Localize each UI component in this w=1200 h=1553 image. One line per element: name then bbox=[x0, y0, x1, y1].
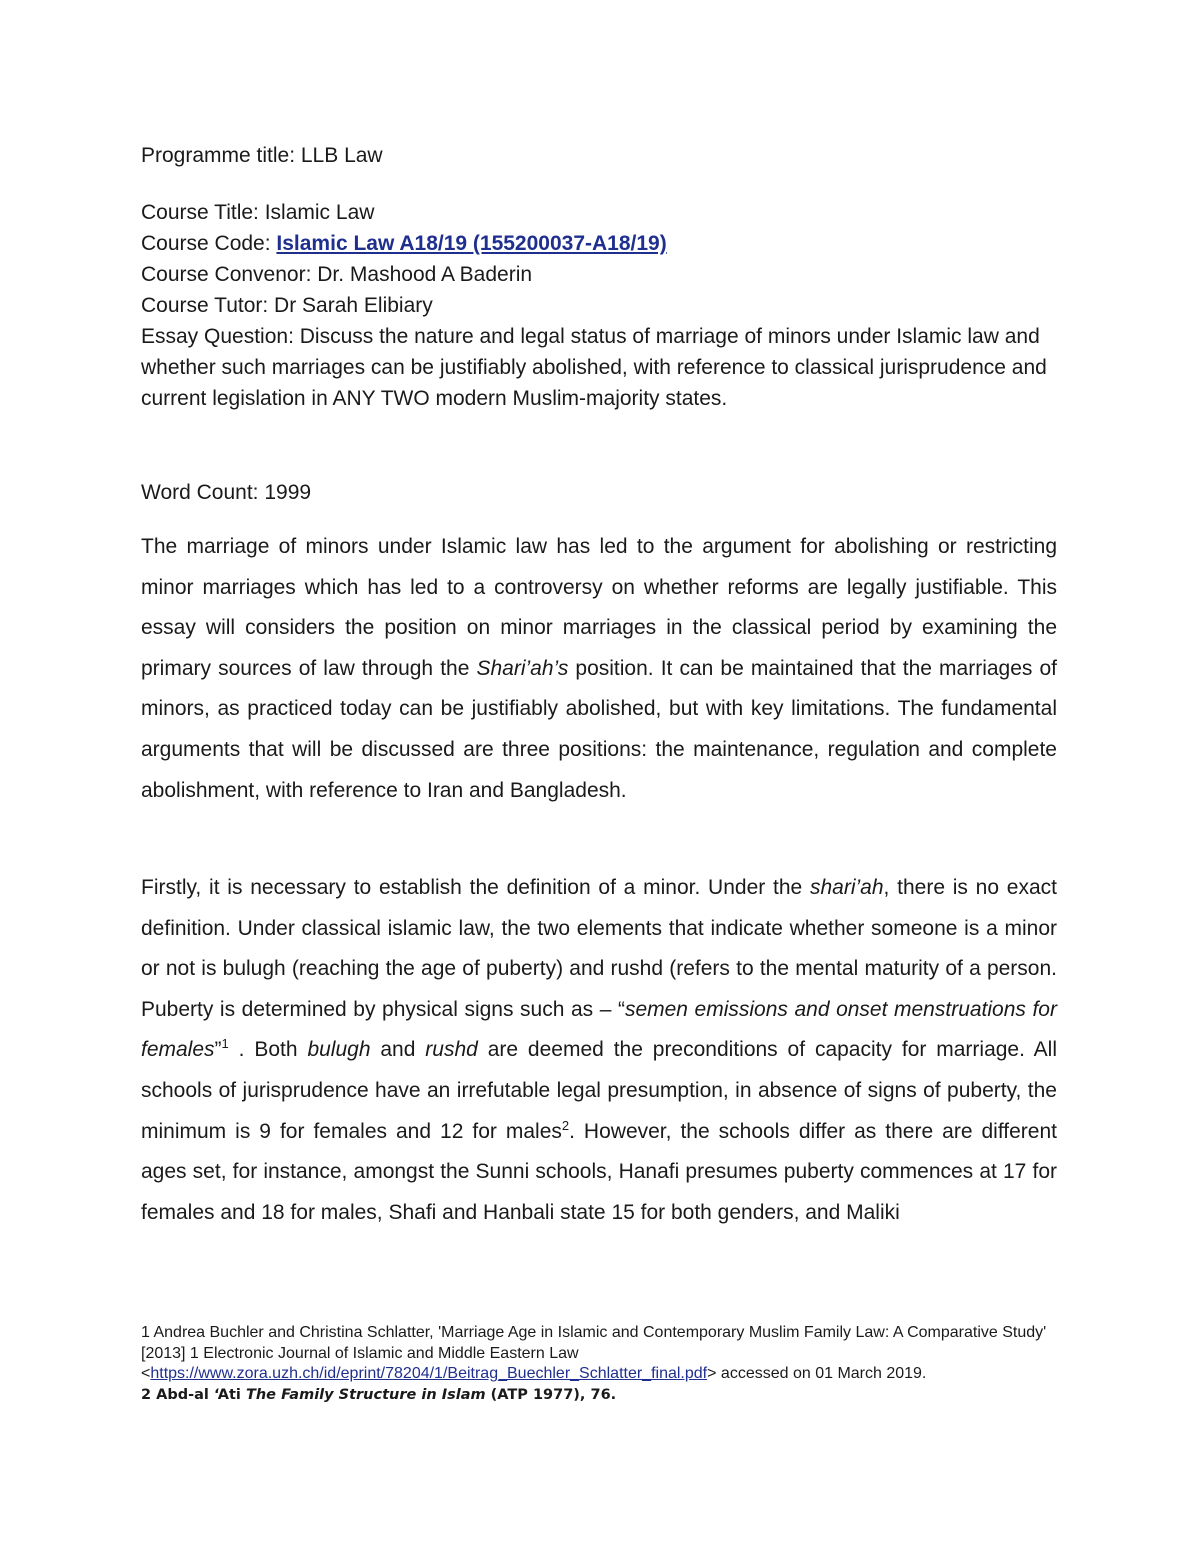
italic-term: shari’ah bbox=[809, 876, 884, 899]
italic-term: Shari’ah’s bbox=[476, 656, 569, 680]
text-run: and bbox=[370, 1038, 426, 1062]
footnote-book-title: The Family Structure in Islam bbox=[245, 1386, 486, 1403]
course-code bbox=[141, 228, 1057, 259]
footnote-1 bbox=[141, 1323, 1057, 1385]
course-tutor: Course Tutor: Dr Sarah Elibiary bbox=[141, 294, 433, 317]
course-info bbox=[141, 197, 1057, 414]
text-run: Firstly, it is necessary to establish the definition of a minor. Under the bbox=[141, 876, 810, 899]
paragraph-1-text bbox=[141, 527, 1057, 811]
essay-question: Essay Question: Discuss the nature and legal status of marriage of minors under Islamic law and whether such marriages can be justifiably abolished, with reference to classical jurisprudence and current legislation in ANY TWO modern Muslim-majority states. bbox=[141, 325, 1047, 410]
footnote-2 bbox=[141, 1385, 1057, 1405]
italic-quote: semen emissions and onset menstruations for females bbox=[141, 997, 1057, 1062]
footnote-link[interactable]: https://www.zora.uzh.ch/id/eprint/78204/1/Beitrag_Buechler_Schlatter_final.pdf bbox=[150, 1365, 708, 1382]
text-run: are deemed the preconditions of capacity for marriage. All schools of jurisprudence have an irrefutable legal presumption, in absence of signs of puberty, the minimum is 9 for females and 12 for males bbox=[141, 1038, 1057, 1143]
footnote-text: Andrea Buchler and Christina Schlatter, 'Marriage Age in Islamic and Contemporary Muslim Family Law: A Comparative Study' [2013] 1 Electronic Journal of Islamic and Middle Eastern Law < bbox=[141, 1324, 1047, 1382]
text-run: position. It can be maintained that the marriages of minors, as practiced today can be justifiably abolished, but with key limitations. The fundamental arguments that will be discussed are three positions: the maintenance, regulation and complete abolishment, with reference to Iran and Bangladesh. bbox=[141, 656, 1058, 802]
text-run: . Both bbox=[228, 1038, 308, 1062]
word-count: Word Count: 1999 bbox=[141, 481, 312, 504]
footnote-number: 1 bbox=[141, 1324, 150, 1341]
footnotes bbox=[141, 1323, 1057, 1405]
text-run: . However, the schools differ as there are different ages set, for instance, amongst the Sunni schools, Hanafi presumes puberty commences at 17 for females and 18 for males, Shafi and Hanbali state 15 for both genders, and Maliki bbox=[141, 1119, 1057, 1224]
footnote-text: (ATP 1977), 76. bbox=[485, 1386, 617, 1403]
footnote-text: > accessed on 01 March 2019. bbox=[707, 1365, 927, 1382]
word-count-block bbox=[141, 477, 1057, 508]
text-run: ” bbox=[214, 1038, 222, 1062]
course-convenor: Course Convenor: Dr. Mashood A Baderin bbox=[141, 263, 533, 286]
course-title: Course Title: Islamic Law bbox=[141, 201, 375, 224]
footnote-ref-1[interactable]: 1 bbox=[221, 1036, 229, 1052]
text-run: , there is no exact definition. Under classical islamic law, the two elements that indicate whether someone is a minor or not is bulugh (reaching the age of puberty) and rushd (refers to the mental maturity of a person. Puberty is determined by physical signs such as – “ bbox=[141, 876, 1057, 1021]
programme-title: Programme title: LLB Law bbox=[141, 144, 383, 167]
paragraph-2-text bbox=[141, 868, 1057, 1233]
course-code-label: Course Code: bbox=[141, 232, 277, 255]
text-run: The marriage of minors under Islamic law has led to the argument for abolishing or restricting minor marriages which has led to a controversy on whether reforms are legally justifiable. This essay will considers the position on minor marriages in the classical period by examining the primary sources of law through the bbox=[141, 535, 1057, 680]
footnote-text: 2 Abd-al ‘Ati bbox=[141, 1386, 246, 1403]
paragraph-1 bbox=[141, 527, 1057, 811]
italic-term: bulugh bbox=[307, 1038, 371, 1062]
footnote-ref-2[interactable]: 2 bbox=[561, 1117, 570, 1133]
italic-term: rushd bbox=[425, 1038, 478, 1062]
paragraph-2 bbox=[141, 868, 1057, 1233]
course-code-link[interactable]: Islamic Law A18/19 (155200037-A18/19) bbox=[276, 232, 667, 255]
programme-block bbox=[141, 140, 1057, 171]
